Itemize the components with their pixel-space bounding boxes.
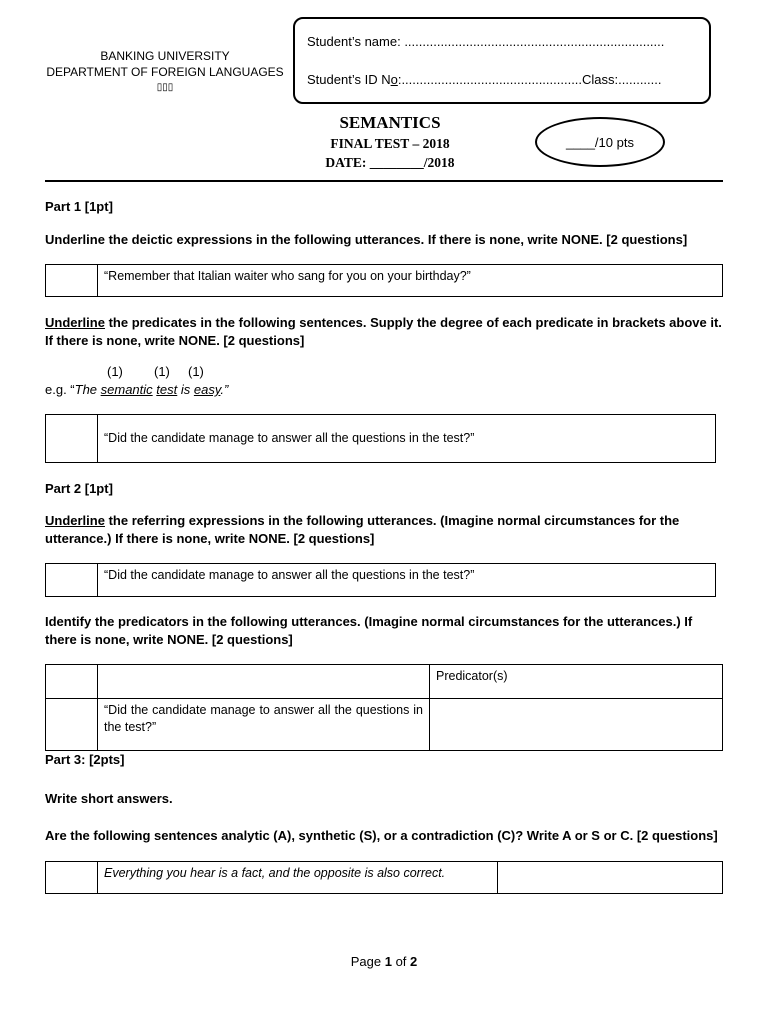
score-ellipse xyxy=(535,117,665,167)
student-id-label: Student’s ID N xyxy=(307,72,391,87)
example-prefix: e.g. “ xyxy=(45,382,75,397)
answer-cell[interactable] xyxy=(46,862,98,894)
part2-instruction-predicators: Identify the predicators in the following utterances. (Imagine normal circumstances for the utterances.) If there is none, write NONE. [2 questions] xyxy=(45,614,693,647)
part2-q2-text: “Did the candidate manage to answer all the questions in the test?” xyxy=(98,699,430,751)
table-row xyxy=(46,564,716,597)
table-row xyxy=(46,699,723,751)
total-pages: 2 xyxy=(410,954,418,969)
part3-instruction-analytic: Are the following sentences analytic (A), synthetic (S), or a contradiction (C)? Write A or S or C. [2 questions] xyxy=(45,828,718,843)
example-word-easy: easy xyxy=(193,382,221,397)
part2-q2-table xyxy=(45,664,723,751)
subject-title: SEMANTICS xyxy=(339,113,441,132)
part3-q1-text: Everything you hear is a fact, and the opposite is also correct. xyxy=(98,862,498,894)
part3-q1-table xyxy=(45,861,723,894)
underline-word: Underline xyxy=(45,513,105,528)
answer-cell[interactable] xyxy=(46,415,98,463)
student-id-o: o xyxy=(390,72,398,87)
part1-q1-table xyxy=(45,264,723,297)
part1-heading: Part 1 [1pt] xyxy=(45,199,113,214)
predicator-answer-cell[interactable] xyxy=(430,699,723,751)
university-block xyxy=(40,48,290,96)
department-name: DEPARTMENT OF FOREIGN LANGUAGES xyxy=(46,65,284,79)
test-title: FINAL TEST – 2018 xyxy=(330,136,450,151)
example-sentence xyxy=(45,382,228,397)
part2-heading: Part 2 [1pt] xyxy=(45,481,113,496)
table-row xyxy=(46,862,723,894)
predicator-header: Predicator(s) xyxy=(430,665,723,699)
ornament: ▯▯▯ xyxy=(156,82,174,93)
answer-cell[interactable] xyxy=(46,265,98,297)
empty-cell xyxy=(98,665,430,699)
answer-cell[interactable] xyxy=(46,564,98,597)
degree-2: (1) xyxy=(154,364,170,379)
part1-instruction-deictic: Underline the deictic expressions in the following utterances. If there is none, write NONE. [2 questions] xyxy=(45,232,688,247)
example-word-semantic: semantic xyxy=(100,382,153,397)
table-row xyxy=(46,415,716,463)
table-row xyxy=(46,665,723,699)
university-name: BANKING UNIVERSITY xyxy=(100,49,230,63)
part2-q1-table xyxy=(45,563,716,597)
part2-q1-text: “Did the candidate manage to answer all the questions in the test?” xyxy=(98,564,716,597)
score-field[interactable]: ____/10 pts xyxy=(566,134,634,150)
part3-instruction-short: Write short answers. xyxy=(45,791,173,806)
part1-q2-text: “Did the candidate manage to answer all the questions in the test?” xyxy=(98,415,716,463)
answer-cell[interactable] xyxy=(46,699,98,751)
table-row xyxy=(46,265,723,297)
part3-answer-cell[interactable] xyxy=(498,862,723,894)
example-word-test: test xyxy=(156,382,178,397)
example-end: .” xyxy=(220,382,229,397)
page-number xyxy=(284,954,484,969)
instruction-rest: the predicates in the following sentences. Supply the degree of each predicate in brackets above it. If there is none, write NONE. [2 questions] xyxy=(45,315,722,348)
current-page: 1 xyxy=(384,954,392,969)
example-is: is xyxy=(177,382,194,397)
student-id-field[interactable] xyxy=(307,72,662,87)
part2-instruction-referring xyxy=(45,512,725,548)
page-of: of xyxy=(391,954,411,969)
part1-instruction-predicates xyxy=(45,314,725,350)
page-label: Page xyxy=(350,954,385,969)
part1-q2-table xyxy=(45,414,716,463)
header-divider xyxy=(45,180,723,182)
underline-word: Underline xyxy=(45,315,105,330)
student-id-class: :..................................................Class:............ xyxy=(397,72,662,87)
student-name-field[interactable]: Student’s name: ........................................................................ xyxy=(307,34,665,49)
part3-heading: Part 3: [2pts] xyxy=(45,752,125,767)
student-info-box xyxy=(293,17,711,104)
instruction-rest: the referring expressions in the following utterances. (Imagine normal circumstances for the utterance.) If there is none, write NONE. [2 questions] xyxy=(45,513,680,546)
example-the: The xyxy=(74,382,101,397)
test-date: DATE: ________/2018 xyxy=(325,155,455,170)
part1-q1-text: “Remember that Italian waiter who sang for you on your birthday?” xyxy=(98,265,723,297)
answer-cell[interactable] xyxy=(46,665,98,699)
degree-1: (1) xyxy=(107,364,123,379)
degree-3: (1) xyxy=(188,364,204,379)
